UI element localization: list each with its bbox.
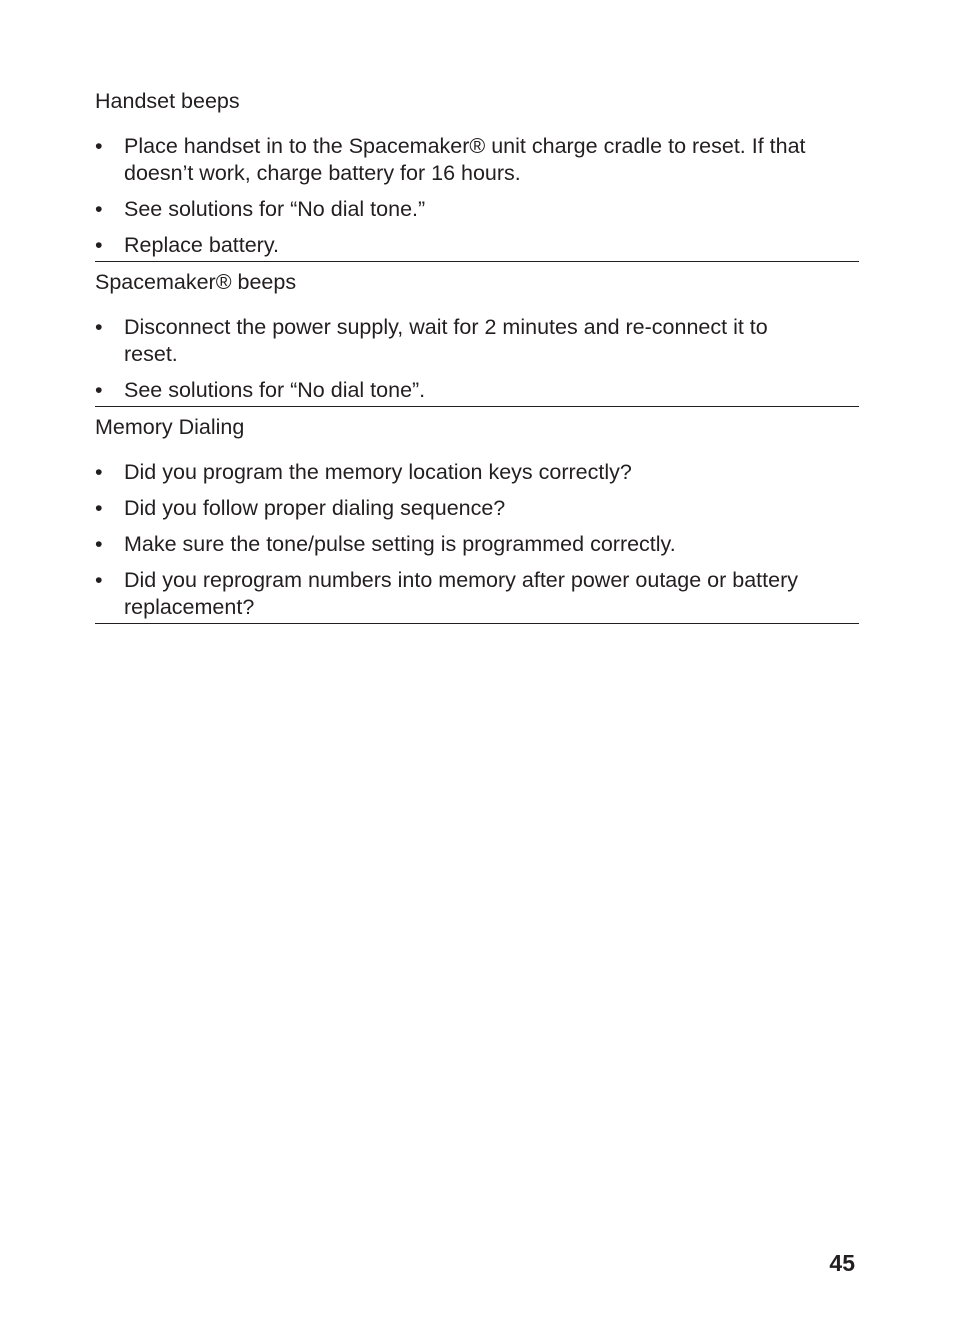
list-item-text: See solutions for “No dial tone”. — [124, 378, 426, 402]
bullet-icon: • — [95, 315, 103, 339]
bullet-icon: • — [95, 197, 103, 221]
list-item-text: Disconnect the power supply, wait for 2 minutes and re-connect it to reset. — [124, 315, 768, 366]
bullet-icon: • — [95, 378, 103, 402]
bullet-icon: • — [95, 532, 103, 556]
list-item — [95, 196, 859, 223]
list-item-text: Make sure the tone/pulse setting is programmed correctly. — [124, 532, 676, 556]
list-item — [95, 232, 859, 259]
list-item — [95, 531, 859, 558]
section-handset-beeps — [95, 88, 859, 262]
list-item — [95, 314, 859, 368]
bullet-icon: • — [95, 233, 103, 257]
section-title: Spacemaker® beeps — [95, 270, 297, 294]
bullet-icon: • — [95, 568, 103, 592]
list-item-text: Did you reprogram numbers into memory after power outage or battery replacement? — [124, 568, 798, 619]
list-item — [95, 459, 859, 486]
list-item — [95, 495, 859, 522]
list-item-text: Did you program the memory location keys correctly? — [124, 460, 632, 484]
list-item-text: See solutions for “No dial tone.” — [124, 197, 426, 221]
bullet-icon: • — [95, 134, 103, 158]
bullet-icon: • — [95, 460, 103, 484]
section-spacemaker-beeps — [95, 262, 859, 407]
page-number: 45 — [829, 1250, 855, 1276]
section-memory-dialing — [95, 407, 859, 624]
list-item — [95, 377, 859, 404]
section-title: Handset beeps — [95, 89, 240, 113]
solution-list — [95, 314, 859, 404]
list-item — [95, 133, 859, 187]
list-item-text: Did you follow proper dialing sequence? — [124, 496, 506, 520]
solution-list — [95, 459, 859, 621]
troubleshooting-content — [95, 88, 859, 624]
list-item — [95, 567, 859, 621]
bullet-icon: • — [95, 496, 103, 520]
section-title: Memory Dialing — [95, 415, 245, 439]
solution-list — [95, 133, 859, 259]
list-item-text: Place handset in to the Spacemaker® unit charge cradle to reset. If that doesn’t work, charge battery for 16 hours. — [124, 134, 806, 185]
list-item-text: Replace battery. — [124, 233, 279, 257]
